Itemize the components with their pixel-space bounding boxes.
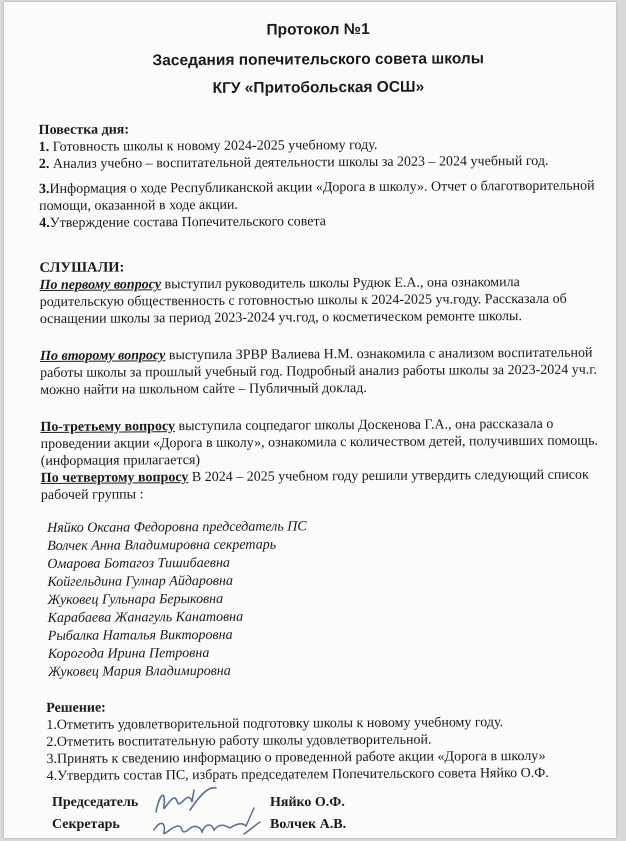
member-name: Омарова Ботагоз Тишибаевна [47,555,230,572]
handwritten-signatures [150,782,280,838]
document-page [4,2,616,838]
member-name: Койгельдина Гулнар Айдаровна [47,573,233,590]
agenda-item-text: Информация о ходе Республиканской акции «Дорога в школу». Отчет о благотворительной помощи, оказанной в ходе акции. [39,178,595,214]
question-3-label: По-третьему вопросу [40,419,176,435]
protocol-body [38,19,603,785]
chair-label: Председатель [52,795,139,810]
question-2-label: По второму вопросу [39,348,166,364]
decision-list [42,714,602,785]
signature-block [52,794,592,838]
agenda-item [39,153,599,173]
agenda-heading: Повестка дня: [38,122,130,138]
agenda-item [39,212,599,232]
question-4-text: В 2024 – 2025 учебном году решили утвердить следующий список рабочей группы : [40,467,589,503]
secretary-name: Волчек А.В. [270,817,347,832]
decision-heading: Решение: [46,700,106,716]
question-2-paragraph [40,345,600,399]
member-name: Карабаева Жанагуль Канатовна [47,609,244,626]
member-name: Жуковец Мария Владимировна [47,663,231,680]
agenda-item [39,178,599,215]
question-3-paragraph [40,416,600,470]
question-3-text: выступила соцпедагог школы Доскенова Г.А., она рассказала о проведении акции «Дорога в школу», ознакомила с количеством детей, получивших помощь. (информация прилагается) [40,416,598,469]
secretary-label: Секретарь [52,817,120,832]
question-1-paragraph [40,274,600,328]
agenda-section [39,119,600,232]
working-group-list [41,517,602,682]
question-4-label: По четвертому вопросу [40,470,189,486]
decision-item: 1.Отметить удовлетворительной подготовку школы к новому учебному году. [46,715,504,733]
agenda-item-text: Анализ учебно – воспитательной деятельности школы за 2023 – 2024 учебный год. [49,153,549,172]
document-subtitle: Заседания попечительского совета школы [152,50,485,70]
agenda-item-number: 4. [39,215,50,231]
member-name: Рыбалка Наталья Викторовна [47,627,233,644]
decision-item: 4.Утвердить состав ПС, избрать председателем Попечительского совета Няйко О.Ф. [46,765,549,784]
organization-name: КГУ «Притобольская ОСШ» [212,78,425,97]
document-title: Протокол №1 [266,20,370,39]
agenda-item-text: Готовность школы к новому 2024-2025 учебному году. [49,137,378,155]
question-4-paragraph [41,467,601,504]
agenda-item-number: 1. [38,139,50,155]
agenda-item-text: Утверждение состава Попечительского совета [49,214,327,231]
question-1-label: По первому вопросу [39,277,162,293]
member-name: Няйко Оксана Федоровна председатель ПС [47,519,307,536]
member-name: Волчек Анна Владимировна секретарь [47,537,277,554]
question-2-text: выступила ЗРВР Валиева Н.М. ознакомила с анализом воспитательной работы школы за прошлый учебный год. Подробный анализ работы школы за 2023-2024 уч.г. можно найти на школьном сайте – Публичный доклад. [40,345,597,398]
decision-item: 2.Отметить воспитательную работу школы удовлетворительной. [46,732,432,750]
heard-heading: СЛУШАЛИ: [39,259,125,276]
agenda-item-number: 3. [38,181,50,197]
member-name: Жуковец Гульнара Берыковна [47,591,224,608]
member-name: Корогода Ирина Петровна [47,645,210,662]
decision-item: 3.Принять к сведению информацию о проведенной работе акции «Дорога в школу» [46,748,546,767]
question-1-text: выступил руководитель школы Рудюк Е.А., она ознакомила родительскую общественность с готовностью школы к 2024-2025 уч.году. Рассказала об оснащении школы за период 2023-2024 уч.год, о косметическом ремонте школы. [39,275,567,327]
chair-name: Няйко О.Ф. [270,795,345,810]
agenda-item-number: 2. [38,156,50,172]
